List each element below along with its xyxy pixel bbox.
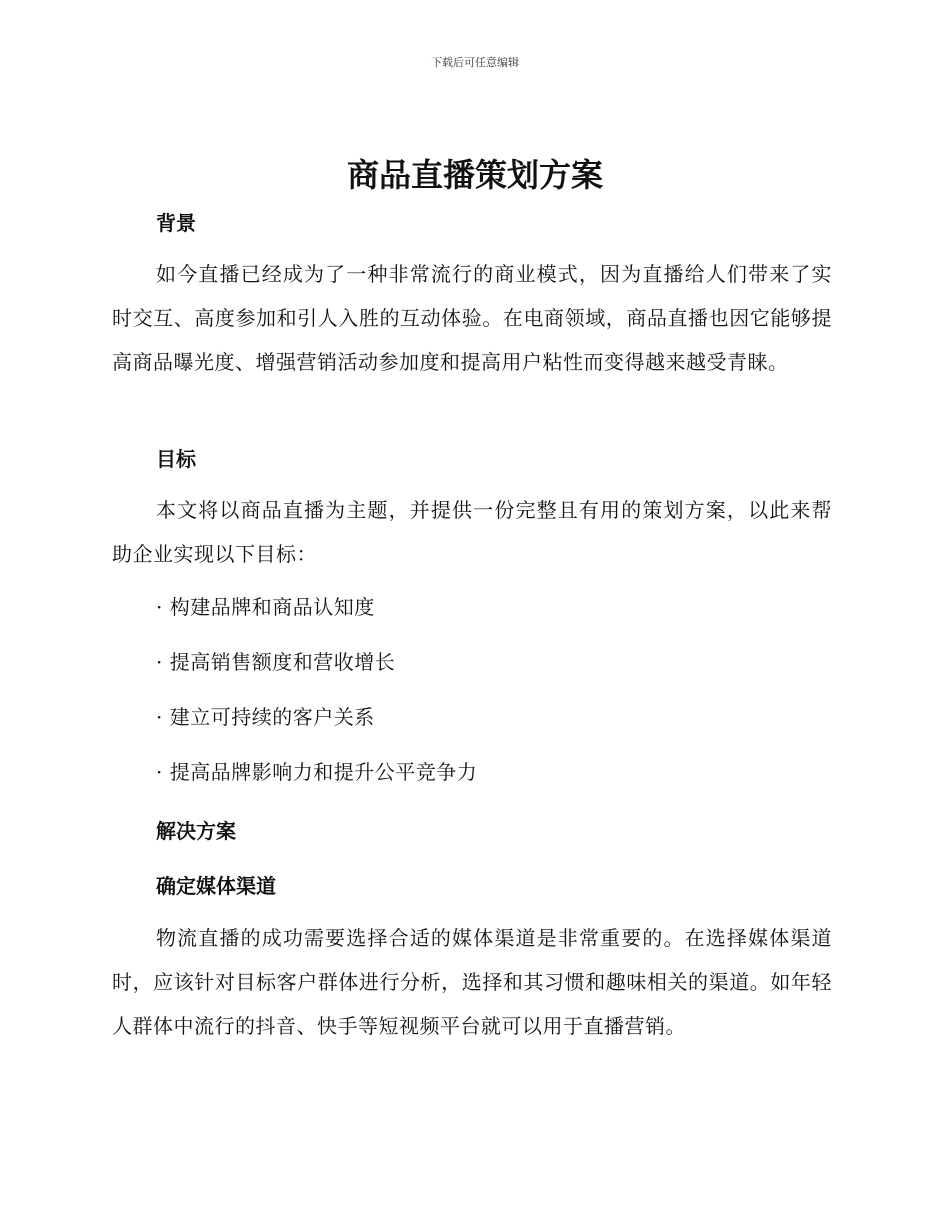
paragraph-background: 如今直播已经成为了一种非常流行的商业模式，因为直播给人们带来了实时交互、高度参加和引人入胜的互动体验。在电商领域，商品直播也因它能够提高商品曝光度、增强营销活动参加度和提高用户粘性而变得越来越受青睐。 (112, 262, 832, 374)
heading-solution: 解决方案 (156, 819, 236, 843)
goal-item: · 构建品牌和商品认知度 (156, 595, 375, 619)
goal-item: · 提高品牌影响力和提升公平竞争力 (156, 760, 478, 784)
heading-background: 背景 (156, 211, 196, 235)
heading-media-channel: 确定媒体渠道 (156, 874, 276, 898)
heading-goal: 目标 (156, 447, 196, 471)
document-title: 商品直播策划方案 (346, 156, 603, 194)
goal-item: · 提高销售额度和营收增长 (156, 650, 396, 674)
paragraph-media-channel: 物流直播的成功需要选择合适的媒体渠道是非常重要的。在选择媒体渠道时，应该针对目标客户群体进行分析，选择和其习惯和趣味相关的渠道。如年轻人群体中流行的抖音、快手等短视频平台就可以用于直播营销。 (112, 926, 832, 1038)
paragraph-goal: 本文将以商品直播为主题，并提供一份完整且有用的策划方案，以此来帮助企业实现以下目标： (112, 498, 832, 566)
goal-item: · 建立可持续的客户关系 (156, 705, 375, 729)
header-note: 下载后可任意编辑 (431, 56, 519, 69)
